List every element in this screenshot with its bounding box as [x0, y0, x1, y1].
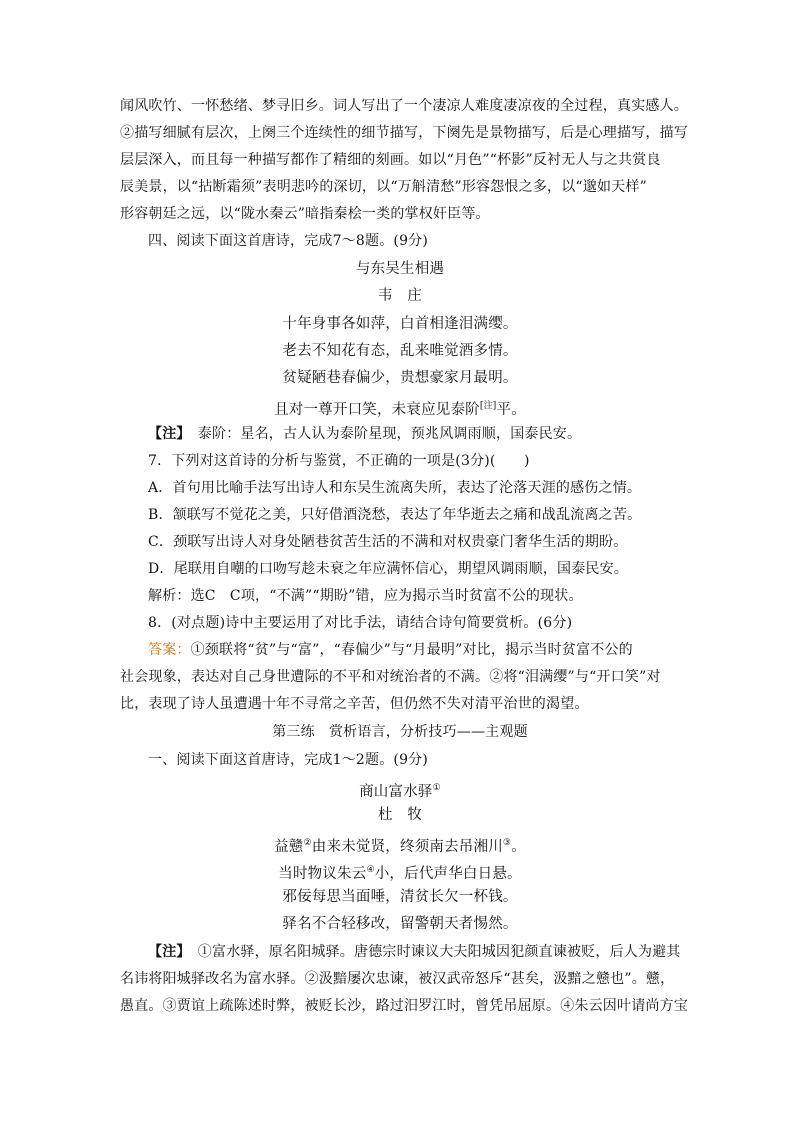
option-a: A．首句用比喻手法写出诗人和东吴生流离失所，表达了沦落天涯的感伤之情。 — [148, 480, 642, 496]
poem-author: 杜 牧 — [377, 807, 423, 823]
poem-line: 老去不知花有态，乱来唯觉酒多情。 — [282, 343, 518, 359]
text-line: 辰美景，以“拈断霜须”表明悲吟的深切，以“万斛清愁”形容怨恨之多，以“邈如天样” — [120, 179, 647, 195]
poem-title — [120, 778, 680, 802]
answer-label: 答案： — [148, 642, 191, 658]
answer-text: ①颈联将“贫”与“富”，“春偏少”与“月最明”对比，揭示当时贫富不公的 — [190, 642, 633, 658]
poem-author: 韦 庄 — [377, 288, 423, 304]
note-line: 名讳将阳城驿改名为富水驿。②汲黯屡次忠谏，被汉武帝怒斥“甚矣，汲黯之戆也”。戆， — [120, 971, 675, 987]
option-d: D．尾联用自嘲的口吻写趁未衰之年应满怀信心，期望风调雨顺，国泰民安。 — [148, 561, 629, 577]
note-text: ①富水驿，原名阳城驿。唐德宗时谏议大夫阳城因犯颜直谏被贬，后人为避其 — [183, 944, 681, 960]
poem-line: 贫疑陋巷春偏少，贵想豪家月最明。 — [282, 370, 518, 386]
note — [148, 942, 680, 962]
text-line: 闻风吹竹、一怀愁绪、梦寻旧乡。词人写出了一个凄凉人难度凄凉夜的全过程，真实感人。 — [120, 98, 688, 114]
footnote-marker: ② — [303, 838, 312, 848]
option-b: B．颔联写不觉花之美，只好借酒浇愁，表达了年华逝去之痛和战乱流离之苦。 — [148, 507, 642, 523]
answer-analysis: 解析：选C C项，“不满”“期盼”错，应为揭示当时贫富不公的现状。 — [148, 588, 583, 604]
note-text: 泰阶：星名，古人认为泰阶星现，预兆风调雨顺，国泰民安。 — [183, 426, 582, 442]
footnote-marker: ③ — [502, 838, 512, 848]
poem-text: 由来未觉贤，终须南去吊湘川 — [311, 838, 503, 855]
poem-line — [120, 860, 680, 884]
text-line: 层层深入，而且每一种描写都作了精细的刻画。如以“月色”“杯影”反衬无人与之共赏良 — [120, 152, 661, 168]
answer-line: 社会现象，表达对自己身世遭际的不平和对统治者的不满。②将“泪满缨”与“开口笑”对 — [120, 669, 661, 685]
poem-line — [120, 833, 680, 857]
question-8: 8．(对点题)诗中主要运用了对比手法，请结合诗句简要赏析。(6分) — [148, 615, 573, 631]
poem-line: 驿名不合轻移改，留警朝天者惕然。 — [282, 916, 518, 932]
option-c: C．颈联写出诗人对身处陋巷贫苦生活的不满和对权贵豪门奢华生活的期盼。 — [148, 534, 628, 550]
answer-line — [148, 640, 680, 660]
section-heading: 一、阅读下面这首唐诗，完成1～2题。(9分) — [148, 752, 429, 768]
poem-line — [120, 396, 680, 420]
note-label: 【注】 — [148, 426, 184, 442]
poem-title: 与东吴生相遇 — [355, 261, 445, 277]
footnote-marker: ④ — [366, 865, 375, 875]
poem-text: 。 — [511, 838, 526, 855]
note-line: 愚直。③贾谊上疏陈述时弊，被贬长沙，路过汨罗江时，曾凭吊屈原。④朱云因叶请尚方宝 — [120, 998, 688, 1014]
poem-line-text: 且对一尊开口笑，未衰应见泰阶 — [274, 401, 480, 418]
answer-line: 比，表现了诗人虽遭遇十年不寻常之辛苦，但仍然不失对清平治世的渴望。 — [120, 696, 589, 712]
poem-text: 小，后代声华白日悬。 — [374, 865, 522, 882]
poem-text: 益戆 — [274, 838, 304, 855]
section-heading: 四、阅读下面这首唐诗，完成7～8题。(9分) — [148, 233, 429, 249]
note — [148, 424, 680, 444]
poem-line-end: 平。 — [496, 401, 526, 418]
text-line: ②描写细腻有层次，上阕三个连续性的细节描写，下阕先是景物描写，后是心理描写，描写 — [120, 125, 688, 141]
poem-text: 当时物议朱云 — [278, 865, 367, 882]
poem-line: 邪佞每思当面唾，清贫长欠一杯钱。 — [282, 889, 518, 905]
poem-title-text: 商山富水驿 — [359, 783, 433, 800]
note-marker: [注] — [479, 401, 497, 411]
question-7: 7．下列对这首诗的分析与鉴赏，不正确的一项是(3分)( ) — [148, 453, 530, 469]
text-line: 形容朝廷之远，以“陇水秦云”暗指秦桧一类的掌权奸臣等。 — [120, 206, 490, 222]
poem-line: 十年身事各如萍，白首相逢泪满缨。 — [282, 316, 518, 332]
note-label: 【注】 — [148, 944, 184, 960]
section-title: 第三练 赏析语言，分析技巧——主观题 — [272, 724, 528, 740]
footnote-marker: ① — [432, 783, 441, 793]
